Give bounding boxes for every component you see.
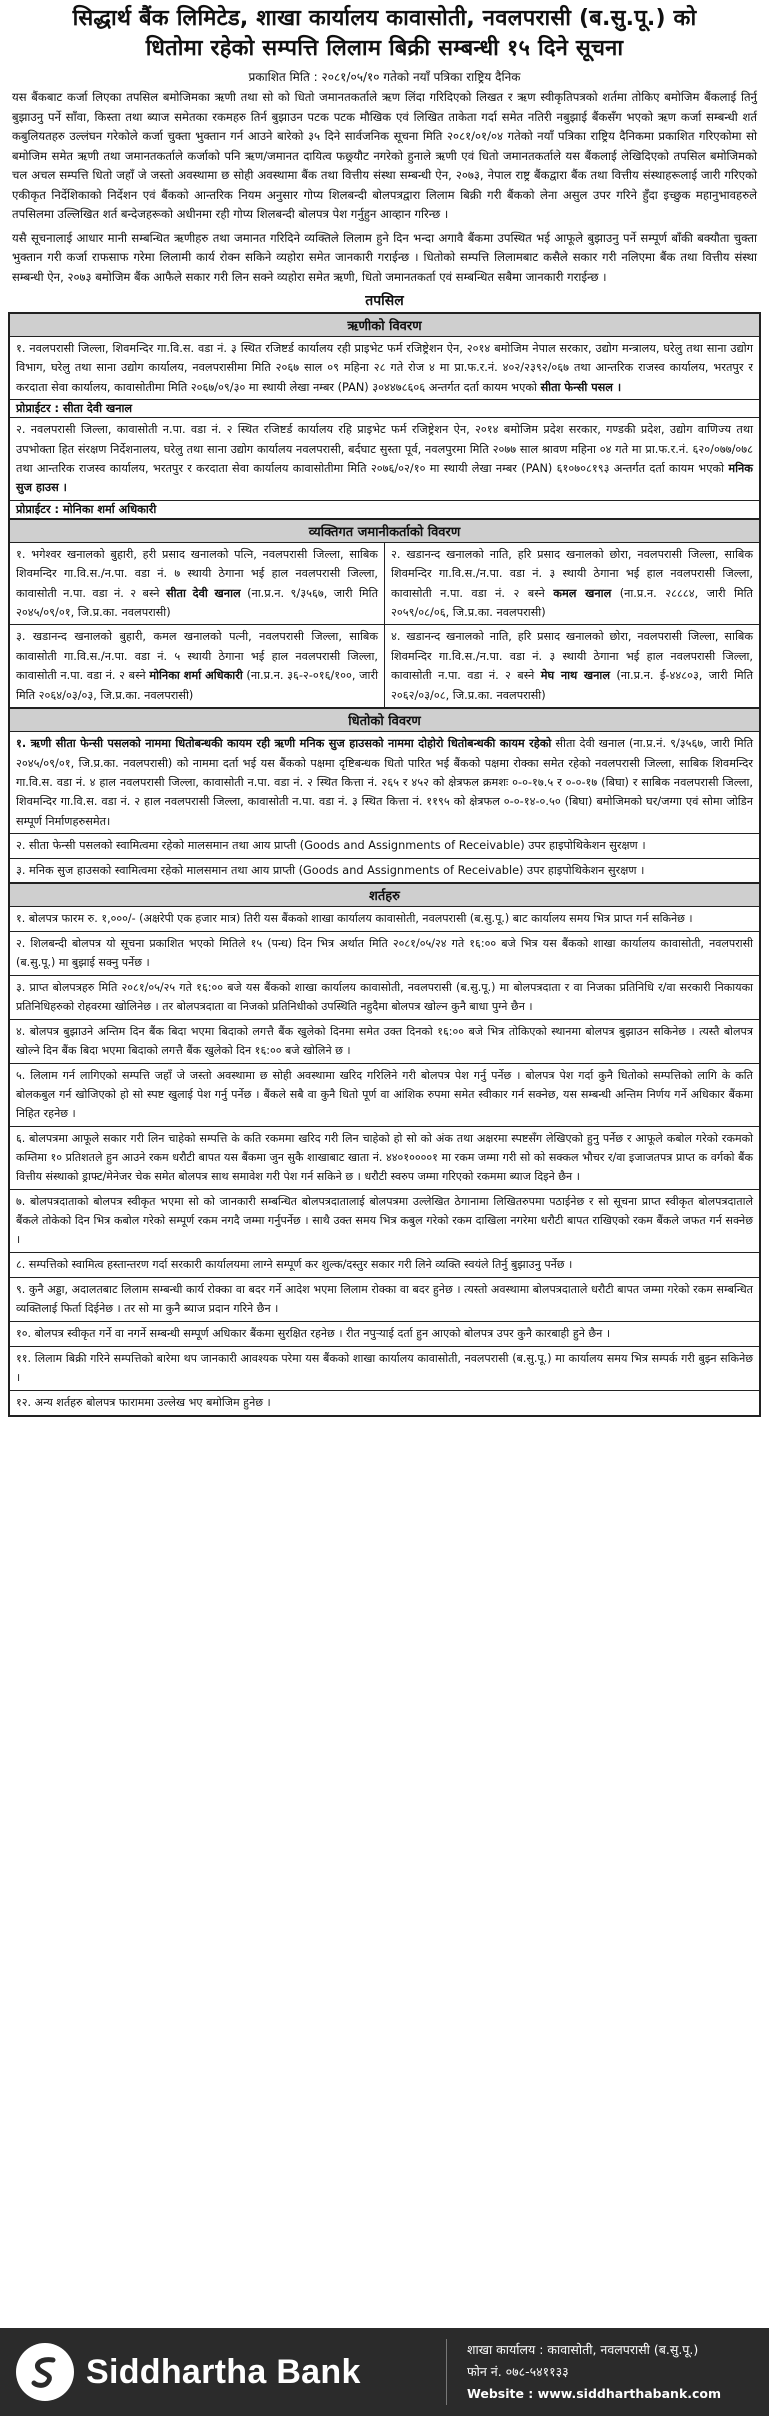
guarantor-text: ४. खडानन्द खनालको नाति, हरि प्रसाद खनालको छोरा, नवलपरासी जिल्ला, साबिक शिवमन्दिर गा.वि.स./न.पा. वडा नं. ३ स्थायी ठेगाना भई हाल नवलपरासी जिल्ला, कावासोती न.पा. वडा नं. २ बस्ने (391, 630, 753, 683)
borrower-text: २. नवलपरासी जिल्ला, कावासोती न.पा. वडा नं. २ स्थित रजिष्टर्ड कार्यालय रहि प्राइभेट फर्म रजिष्ट्रेशन ऐन, २०१४ बमोजिम प्रदेश सरकार, गण्डकी प्रदेश, उद्योग वाणिज्य तथा उपभोक्ता हित संरक्षण निर्देशनालय, घरेलु तथा साना उद्योग कार्यालय नवलपरासी, बर्दघाट सुस्ता पूर्व, नवलपुरमा मिति २०७७ साल श्रावण महिना ०४ गते मा प्रा.फ.र.नं. ६२०/०७७/०७८ तथा आन्तरिक राजस्व कार्यालय, भरतपुर र करदाता सेवा कार्यालय कावासोतीमा मिति २०७६/०२/१० मा स्थायी लेखा नम्बर (PAN) ६१०७०८१९३ अन्तर्गत दर्ता कायम भएको (16, 423, 753, 476)
schedule-box (8, 312, 761, 1417)
bank-logo (0, 2343, 446, 2401)
guarantor-text: ३. खडानन्द खनालको बुहारी, कमल खनालको पत्नी, नवलपरासी जिल्ला, साबिक कावासोती गा.वि.स./न.पा. वडा नं. ५ स्थायी ठेगाना भई हाल नवलपरासी जिल्ला, कावासोती न.पा. वडा नं. २ बस्ने (16, 630, 378, 683)
guarantor-entry (10, 543, 385, 625)
collateral-lead: १. ऋणी सीता फेन्सी पसलको नाममा धितोबन्धकी कायम रही ऋणी मनिक सुज हाउसको नाममा दोहोरो धितोबन्धकी कायम रहेको (16, 737, 552, 751)
condition-item: ८. सम्पत्तिको स्वामित्व हस्तान्तरण गर्दा सरकारी कार्यालयमा लाग्ने सम्पूर्ण कर शुल्क/दस्तुर सकार गरी लिने व्यक्ति स्वयंले तिर्नु बुझाउनु पर्नेछ । (10, 1253, 759, 1278)
guarantor-entry (385, 625, 759, 707)
borrower-section-heading: ऋणीको विवरण (10, 314, 759, 337)
branch-phone: फोन नं. ०७८-५४११३३ (467, 2364, 569, 2379)
guarantor-text: २. खडानन्द खनालको नाति, हरि प्रसाद खनालको छोरा, नवलपरासी जिल्ला, साबिक शिवमन्दिर गा.वि.स./न.पा. वडा नं. ३ स्थायी ठेगाना भई हाल नवलपरासी जिल्ला, कावासोती न.पा. वडा नं. २ बस्ने (391, 547, 753, 600)
collateral-text: ३. मनिक सुज हाउसको स्वामित्वमा रहेको मालसमान तथा आय प्राप्ती (Goods and Assignments of Receivable) उपर हाइपोथिकेशन सुरक्षण । (16, 863, 645, 877)
collateral-entry (10, 834, 759, 858)
guarantor-row (10, 543, 759, 626)
borrower-name: सीता फेन्सी पसल । (540, 380, 622, 394)
condition-item: ३. प्राप्त बोलपत्रहरु मिति २०८१/०५/२५ गते १६:०० बजे यस बैंकको शाखा कार्यालय कावासोती, नवलपरासी (ब.सु.पू.) मा बोलपत्रदाता र वा निजका प्रतिनिधि र/वा सरकारी निकायका प्रतिनिधिहरुको रोहवरमा खोलिनेछ । तर बोलपत्रदाता वा निजको प्रतिनिधीको उपस्थिति नहुदैमा बोलपत्र खोल्न कुनै बाधा पुग्ने छैन । (10, 976, 759, 1020)
condition-item: ६. बोलपत्रमा आफूले सकार गरी लिन चाहेको सम्पत्ति के कति रकममा खरिद गरी लिन चाहेको हो सो को अंक तथा अक्षरमा स्पष्टसँग लेखिएको हुनु पर्नेछ र आफूले कबोल गरेको रकमको कम्तिमा १० प्रतिशतले हुन आउने रकम धरौटी बापत यस बैंकमा जुन सुकै शाखाबाट खाता नं. ४४०१००००१ मा रकम जम्मा गरी सो को सक्कल भौचर र/वा इजाजतपत्र प्राप्त क वर्गको बैंक वित्तीय संस्थाको ड्राफ्ट/मेनेजर चेक समेत बोलपत्र साथ समावेश गरी पेश गर्न सकिने छ । धरौटी स्वरुप जम्मा गरिएको रकममा ब्याज दिइने छैन । (10, 1127, 759, 1190)
guarantor-entry (385, 543, 759, 625)
condition-item: ११. लिलाम बिक्री गरिने सम्पत्तिको बारेमा थप जानकारी आवश्यक परेमा यस बैंकको शाखा कार्यालय कावासोती, नवलपरासी (ब.सु.पू.) मा कार्यालय समय भित्र सम्पर्क गरी बुझ्न सकिनेछ । (10, 1347, 759, 1391)
bank-brand-name: Siddhartha Bank (86, 2352, 361, 2391)
title-line-1: सिद्धार्थ बैंक लिमिटेड, शाखा कार्यालय कावासोती, नवलपरासी (ब.सु.पू.) को (72, 6, 697, 31)
guarantor-name: कमल खनाल (553, 586, 612, 600)
intro-paragraph-2: यसै सूचनालाई आधार मानी सम्बन्धित ऋणीहरु तथा जमानत गरिदिने व्यक्तिले लिलाम हुने दिन भन्दा अगावै बैंकमा उपस्थित भई आफूले बुझाउनु पर्ने सम्पूर्ण बाँकी बक्यौता चुक्ता भुक्तान गरी कर्जा राफसाफ गरेमा लिलामी कार्य रोक्न सकिने व्यहोरा समेत जानकारी गराईन्छ । धितोको सम्पत्ति लिलामबाट कसैले सकार गरी नलिएमा बैंक तथा वित्तीय संस्था सम्बन्धी ऐन, २०७३ बमोजिम बैंक आफैले सकार गरी लिन सक्ने व्यहोरा समेत ऋणी, धितो जमानतकर्ता एवं सम्बन्धित सबैमा जानकारी गराईन्छ । (12, 230, 757, 284)
condition-item: ४. बोलपत्र बुझाउने अन्तिम दिन बैंक बिदा भएमा बिदाको लगत्तै बैंक खुलेको दिनमा समेत उक्त दिनको १६:०० बजे भित्र तोकिएको स्थानमा बोलपत्र बुझाउन सकिनेछ । त्यस्तै बोलपत्र खोल्ने दिन बैंक बिदा भएमा बिदाको लगत्तै बैंक खुलेको दिन १६:०० बजे खोलिने छ । (10, 1020, 759, 1064)
guarantor-text: १. भगेश्वर खनालको बुहारी, हरी प्रसाद खनालको पत्नि, नवलपरासी जिल्ला, साबिक शिवमन्दिर गा.वि.स./न.पा. वडा नं. ७ स्थायी ठेगाना भई हाल नवलपरासी जिल्ला, कावासोती न.पा. वडा नं. २ बस्ने (16, 547, 378, 600)
collateral-text: २. सीता फेन्सी पसलको स्वामित्वमा रहेको मालसमान तथा आय प्राप्ती (Goods and Assignments of Receivable) उपर हाइपोथिकेशन सुरक्षण । (16, 839, 646, 853)
borrower-name: मनिक सुज हाउस । (16, 462, 753, 495)
bank-website-link[interactable]: Website : www.siddharthabank.com (467, 2386, 722, 2401)
guarantor-id: (ना.प्र.न. ९/३५६७, जारी मिति २०४५/०९/०१, जि.प्र.का. नवलपरासी) (16, 586, 379, 620)
intro-paragraph-1: यस बैंकबाट कर्जा लिएका तपसिल बमोजिमका ऋणी तथा सो को धितो जमानतकर्ताले ऋण लिंदा गरिदिएको लिखत र ऋण स्वीकृतिपत्रको शर्तमा तोकिए बमोजिम बैंकलाई तिर्नु बुझाउनु पर्ने साँवा, किस्ता तथा ब्याज समेतका रकमहरु तिर्न बुझाउन पटक पटक मौखिक एवं लिखित ताकेता गर्दा समेत नतिरी नबुझाई बैंकसँग भएको ऋण कर्जा सम्बन्धी शर्त कबुलियतहरु उल्लंघन गरेकोले कर्जा चुक्ता भुक्तान गर्न आउने बारेको ३५ दिने सार्वजनिक सूचना मिति २०८१/०१/०४ गतेको नयाँ पत्रिका राष्ट्रिय दैनिकमा प्रकाशित गरिएकोमा सो बमोजिम समेत ऋणी तथा जमानतकर्ताले कर्जाको पनि ऋण/जमानत दायित्व फछ्र्यौट नगरेको हुनाले ऋणी एवं धितो जमानतकर्ताले यस बैंकलाई लेखिदिएको तपसिल बमोजिमको चल अचल सम्पत्ति धितो जहाँ जे जस्तो अवस्थामा छ सोही अवस्थामा बैंक तथा वित्तीय संस्था सम्बन्धी ऐन, २०७३, नेपाल राष्ट्र बैंकद्वारा बैंक तथा वित्तीय संस्थाहरूलाई जारी गरिएको एकीकृत निर्देशिकाको निर्देशन एवं बैंकको आन्तरिक नियम अनुसार गोप्य शिलबन्दी बोलपत्रद्वारा लिलाम बिक्री गरी बैंकको लेना असुल उपर गरिने हुँदा इच्छुक महानुभावहरुले तपसिलमा उल्लिखित शर्त बन्देजहरूको अधीनमा रही गोप्य शिलबन्दी बोलपत्र पेश गर्नुहुन आव्हान गरिन्छ । (12, 90, 757, 221)
schedule-heading: तपसिल (365, 293, 404, 309)
collateral-entry (10, 732, 759, 834)
guarantor-name: मेघ नाथ खनाल (540, 669, 611, 683)
notice-title (8, 0, 761, 64)
title-line-2: धितोमा रहेको सम्पत्ति लिलाम बिक्री सम्बन्धी १५ दिने सूचना (145, 36, 624, 61)
guarantor-id: (ना.प्र.न. ३६-२-०१६/१००, जारी मिति २०६४/०३/०३, जि.प्र.का. नवलपरासी) (16, 669, 379, 702)
condition-item: २. शिलबन्दी बोलपत्र यो सूचना प्रकाशित भएको मितिले १५ (पन्ध) दिन भित्र अर्थात मिति २०८१/०५/२४ गते १६:०० बजे भित्र यस बैंकको शाखा कार्यालय कावासोती, नवलपरासी (ब.सु.पू.) मा बुझाई सक्नु पर्नेछ । (10, 932, 759, 976)
condition-item: ५. लिलाम गर्न लागिएको सम्पत्ति जहाँ जे जस्तो अवस्थामा छ सोही अवस्थामा खरिद गरिलिने गरी बोलपत्र पेश गर्नु पर्नेछ । बोलपत्र पेश गर्दा कुनै धितोको सम्पत्तिको लागि के कति बोलकबुल गर्न खोजिएको हो सो स्पष्ट खुलाई पेश गर्नु पर्नेछ । बैंकले सबै वा कुनै धितो पूर्ण वा आंशिक रुपमा समेत स्वीकार गर्न सक्नेछ, यस सम्बन्धी अन्तिम निर्णय गर्ने अधिकार बैंकमा निहित रहनेछ । (10, 1064, 759, 1127)
collateral-entry (10, 859, 759, 883)
intro-text (12, 88, 757, 287)
borrower-entry (10, 418, 759, 501)
guarantor-entry (10, 625, 385, 707)
guarantor-id: (ना.प्र.न. २८८८४, जारी मिति २०५९/०८/०६, जि.प्र.का. नवलपरासी) (391, 586, 753, 620)
condition-item: ७. बोलपत्रदाताको बोलपत्र स्वीकृत भएमा सो को जानकारी सम्बन्धित बोलपत्रदातालाई बोलपत्रमा उल्लेखित ठेगानामा लिखितरुपमा पठाईनेछ र सो सूचना प्राप्त स्वीकृत बोलपत्रदाताले बैंकले तोकेको दिन भित्र कबोल गरेको सम्पूर्ण रकम नगदै जम्मा गर्नुपर्नेछ । साथै उक्त समय भित्र कबुल गरेको रकम दाखिला नगरेमा धरौटी बापत राखिएको रकम बैंकले जफत गर्न सक्नेछ । (10, 1190, 759, 1253)
publication-info: प्रकाशित मिति : २०८१/०५/१० गतेको नयाँ पत्रिका राष्ट्रिय दैनिक (248, 70, 521, 84)
guarantor-name: मोनिका शर्मा अधिकारी (149, 669, 243, 683)
condition-item: १२. अन्य शर्तहरु बोलपत्र फाराममा उल्लेख भए बमोजिम हुनेछ । (16, 1395, 271, 1409)
bank-logo-icon (16, 2343, 74, 2401)
guarantor-name: सीता देवी खनाल (165, 586, 241, 600)
guarantor-id: (ना.प्र.न. ई-४४८०३, जारी मिति २०६२/०३/०८, जि.प्र.का. नवलपरासी) (391, 669, 754, 702)
borrower-proprietor: प्रोप्राईटर : मोनिका शर्मा अधिकारी (10, 501, 759, 519)
footer-bar (0, 2328, 769, 2416)
condition-item: १०. बोलपत्र स्वीकृत गर्ने वा नगर्ने सम्बन्धी सम्पूर्ण अधिकार बैंकमा सुरक्षित रहनेछ । रीत नपुऱ्याई दर्ता हुन आएको बोलपत्र उपर कुनै कारबाही हुने छैन । (10, 1322, 759, 1347)
collateral-section-heading: धितोको विवरण (10, 708, 759, 732)
borrower-proprietor: प्रोप्राईटर : सीता देवी खनाल (10, 400, 759, 418)
condition-item: १. बोलपत्र फारम रु. १,०००/- (अक्षरेपी एक हजार मात्र) तिरी यस बैंकको शाखा कार्यालय कावासोती, नवलपरासी (ब.सु.पू.) बाट कार्यालय समय भित्र प्राप्त गर्न सकिनेछ । (10, 907, 759, 932)
collateral-text: सीता देवी खनाल (ना.प्र.नं. ९/३५६७, जारी मिति २०४५/०९/०१, जि.प्र.का. नवलपरासी) को नाममा दर्ता भई यस बैंकको पक्षमा दृष्टिबन्धक धितो पारित भई बैंकको पक्षमा रोक्का समेत रहेको नवलपरासी जिल्ला, साबिक शिवमन्दिर गा.वि.स. वडा नं. ४ हाल नवलपरासी जिल्ला, कावासोती न.पा. वडा नं. २ स्थित कित्ता नं. २६५ र ४५२ को क्षेत्रफल क्रमशः ०-०-१७.५ र ०-०-१७ (बिघा) र साबिक नवलपरासी जिल्ला, शिवमन्दिर गा.वि.स. वडा नं. २ हाल नवलपरासी जिल्ला, कावासोती न.पा. वडा नं. ३ स्थित कित्ता नं. ११९५ को क्षेत्रफल ०-०-१४-०.५० (बिघा) बमोजिमको घर/जग्गा एवं सोमा जोडिन सम्पूर्ण निर्माणहरुसमेत। (16, 737, 754, 828)
conditions-section-heading: शर्तहरु (10, 883, 759, 907)
branch-contact (446, 2339, 721, 2405)
guarantor-row (10, 625, 759, 708)
condition-item: ९. कुनै अड्डा, अदालतबाट लिलाम सम्बन्धी कार्य रोक्का वा बदर गर्ने आदेश भएमा लिलाम रोक्का वा बदर हुनेछ । त्यस्तो अवस्थामा बोलपत्रदाताले धरौटी बापत जम्मा गरेको रकम सम्बन्धित व्यक्तिलाई फिर्ता दिईनेछ । तर सो मा कुनै ब्याज प्रदान गरिने छैन । (10, 1278, 759, 1322)
guarantor-section-heading: व्यक्तिगत जमानीकर्ताको विवरण (10, 519, 759, 543)
borrower-text: १. नवलपरासी जिल्ला, शिवमन्दिर गा.वि.स. वडा नं. ३ स्थित रजिष्टर्ड कार्यालय रही प्राइभेट फर्म रजिष्ट्रेशन ऐन, २०१४ बमोजिम नेपाल सरकार, उद्योग मन्त्रालय, घरेलु तथा साना उद्योग विभाग, घरेलु तथा साना उद्योग कार्यालय, नवलपरासीमा मिति २०६७ साल ०९ महिना २८ गते रोज ४ मा प्रा.फ.र.नं. ४०२/२३९२/०६७ तथा आन्तरिक राजस्व कार्यालय, भरतपुर र करदाता सेवा कार्यालय, कावासोतीमा मिति २०६७/०९/३० मा स्थायी लेखा नम्बर (PAN) ३०४४७८६०६ अन्तर्गत दर्ता कायम भएको (16, 342, 753, 394)
branch-address: शाखा कार्यालय : कावासोती, नवलपरासी (ब.सु.पू.) (467, 2342, 699, 2357)
borrower-entry (10, 337, 759, 400)
